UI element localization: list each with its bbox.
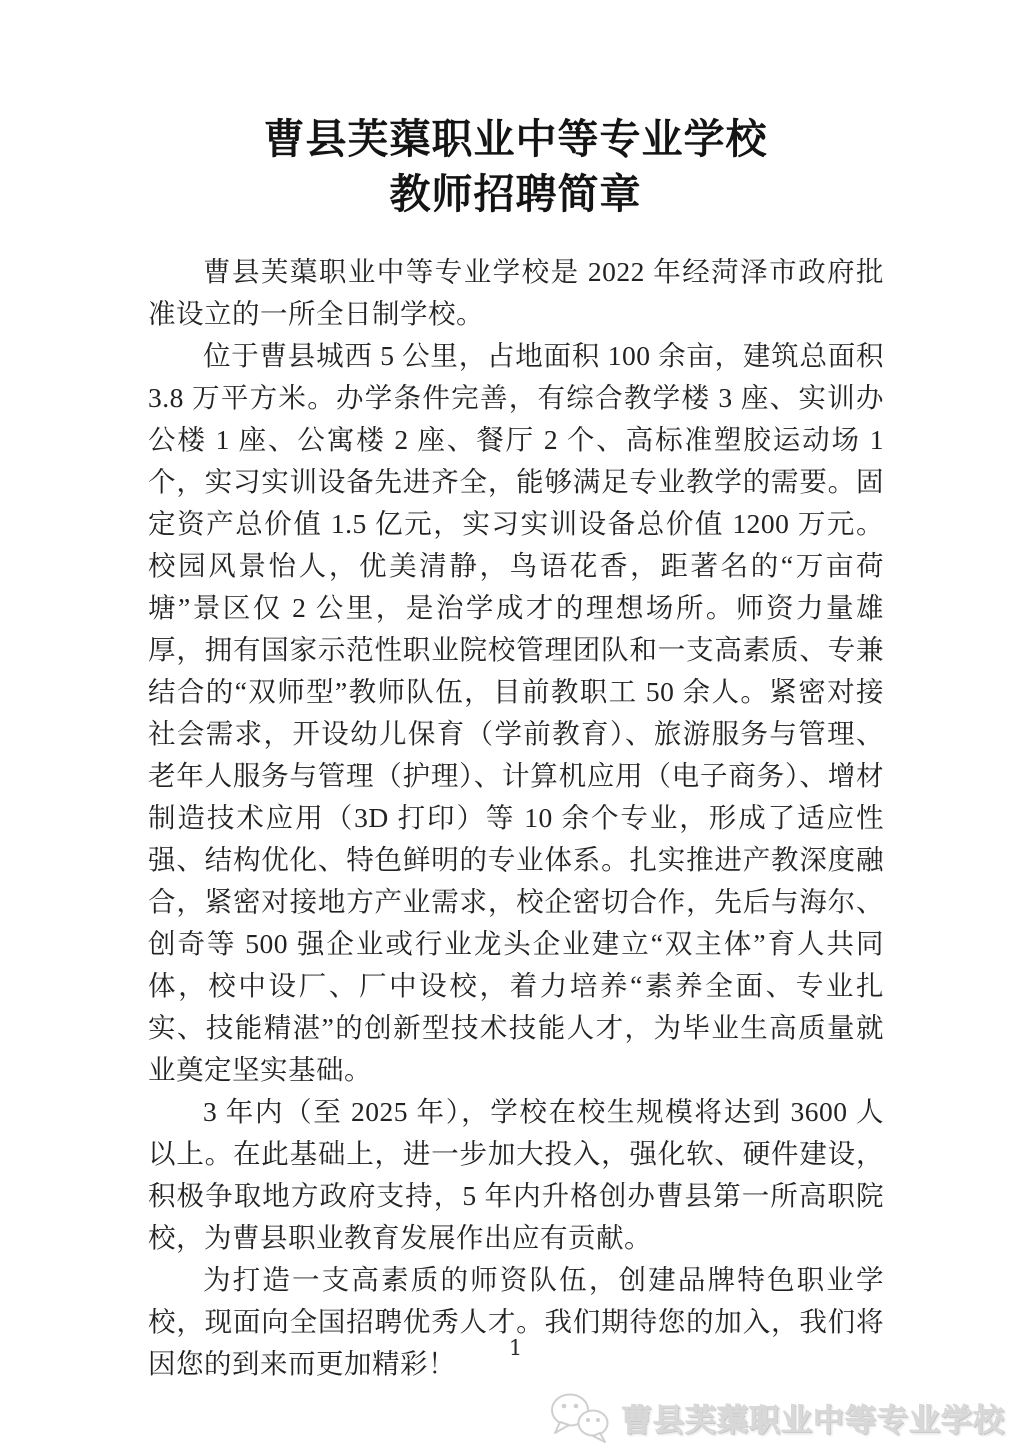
paragraph-intro: 曹县芙蕖职业中等专业学校是 2022 年经菏泽市政府批准设立的一所全日制学校。 bbox=[148, 256, 884, 329]
title-line-2: 教师招聘简章 bbox=[389, 171, 642, 217]
paragraph-campus-overview: 位于曹县城西 5 公里，占地面积 100 余亩，建筑总面积 3.8 万平方米。办学条件完善，有综合教学楼 3 座、实训办公楼 1 座、公寓楼 2 座、餐厅 2 个、高标准塑胶运动场 1 个，实习实训设备先进齐全，能够满足专业教学的需要。固定资产总价值 1.5 亿元，实习实训设备总价值 1200 万元。校园风景怡人，优美清静，鸟语花香，距著名的“万亩荷塘”景区仅 2 公里，是治学成才的理想场所。师资力量雄厚，拥有国家示范性职业院校管理团队和一支高素质、专兼结合的“双师型”教师队伍，目前教职工 50 余人。紧密对接社会需求，开设幼儿保育（学前教育）、旅游服务与管理、老年人服务与管理（护理）、计算机应用（电子商务）、增材制造技术应用（3D 打印）等 10 余个专业，形成了适应性强、结构优化、特色鲜明的专业体系。扎实推进产教深度融合，紧密对接地方产业需求，校企密切合作，先后与海尔、创奇等 500 强企业或行业龙头企业建立“双主体”育人共同体，校中设厂、厂中设校，着力培养“素养全面、专业扎实、技能精湛”的创新型技术技能人才，为毕业生高质量就业奠定坚实基础。 bbox=[148, 340, 884, 1085]
wechat-icon bbox=[547, 1390, 613, 1444]
document-body bbox=[148, 251, 884, 1385]
page-number: 1 bbox=[508, 1336, 523, 1360]
paragraph-development-plan: 3 年内（至 2025 年），学校在校生规模将达到 3600 人以上。在此基础上，进一步加大投入，强化软、硬件建设，积极争取地方政府支持，5 年内升格创办曹县第一所高职院校，为曹县职业教育发展作出应有贡献。 bbox=[148, 1096, 884, 1253]
paragraph-recruitment-call: 为打造一支高素质的师资队伍，创建品牌特色职业学校，现面向全国招聘优秀人才。我们期待您的加入，我们将因您的到来而更加精彩！ bbox=[148, 1264, 884, 1379]
watermark bbox=[547, 1390, 1005, 1444]
document-title bbox=[0, 112, 1031, 222]
watermark-label: 曹县芙蕖职业中等专业学校 bbox=[621, 1402, 1005, 1438]
title-line-1: 曹县芙蕖职业中等专业学校 bbox=[263, 116, 768, 162]
